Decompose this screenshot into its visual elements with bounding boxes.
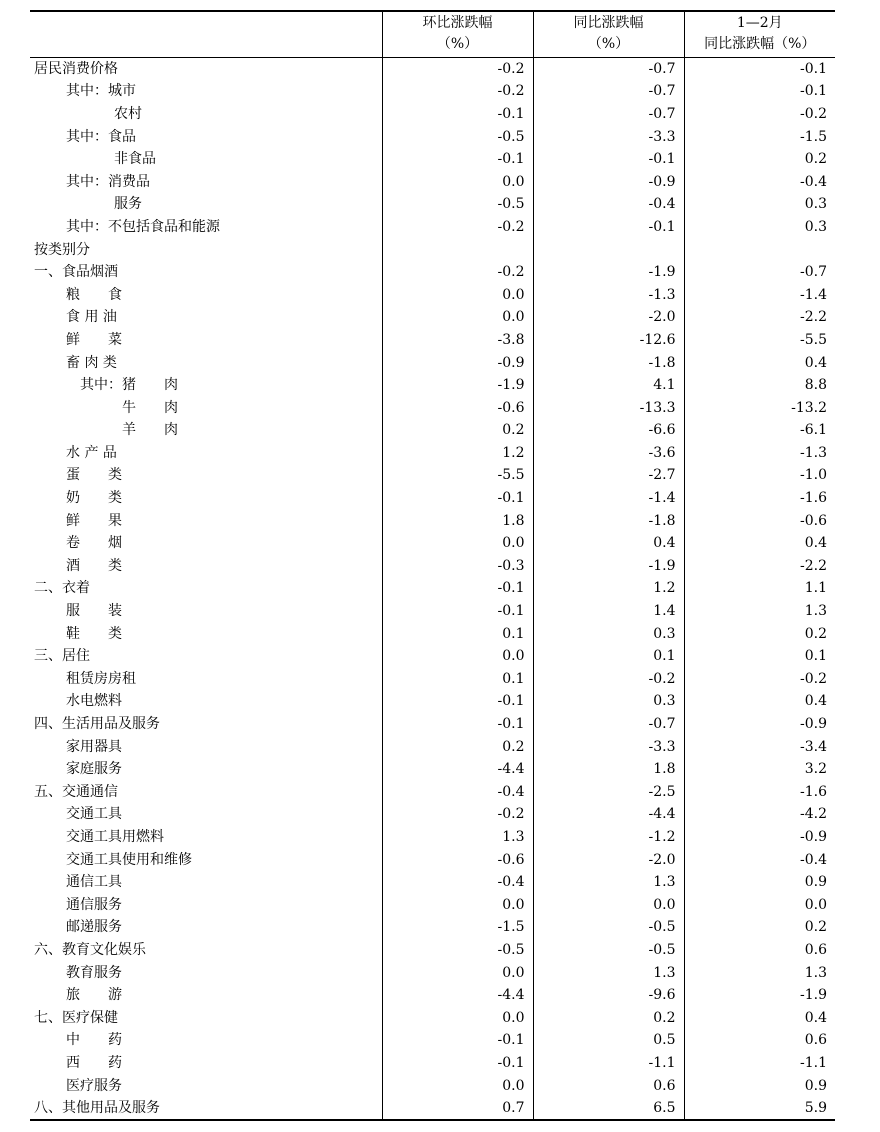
ytd-yoy-value: 0.4 (684, 690, 835, 713)
table-row (30, 261, 835, 284)
yoy-value: -9.6 (533, 984, 684, 1007)
row-label: 农村 (114, 105, 142, 122)
ytd-yoy-value: 0.3 (684, 216, 835, 239)
yoy-value: -0.5 (533, 939, 684, 962)
ytd-yoy-value: 1.3 (684, 600, 835, 623)
mom-value: 1.8 (382, 509, 533, 532)
row-label: 其中：不包括食品和能源 (66, 218, 220, 235)
table-row (30, 555, 835, 578)
mom-value: -0.1 (382, 1029, 533, 1052)
header-line: 同比涨跌幅（%） (704, 36, 816, 53)
ytd-yoy-value: 0.9 (684, 871, 835, 894)
ytd-yoy-value: 0.3 (684, 193, 835, 216)
mom-value: -0.2 (382, 803, 533, 826)
ytd-yoy-value: 0.4 (684, 532, 835, 555)
table-row (30, 984, 835, 1007)
row-label: 蛋 类 (66, 467, 122, 484)
table-row (30, 826, 835, 849)
row-label: 其中：消费品 (66, 173, 150, 190)
row-label: 鲜 果 (66, 512, 122, 529)
row-label: 交通工具使用和维修 (66, 851, 192, 868)
yoy-value: -1.9 (533, 555, 684, 578)
cpi-table (30, 10, 835, 1121)
row-label: 一、食品烟酒 (34, 264, 118, 281)
table-row (30, 351, 835, 374)
row-label: 水电燃料 (66, 693, 122, 710)
table-row (30, 577, 835, 600)
row-label: 非食品 (114, 151, 156, 168)
mom-value: -0.5 (382, 193, 533, 216)
yoy-value: -2.0 (533, 306, 684, 329)
yoy-value: -0.5 (533, 916, 684, 939)
cpi-table-container (30, 10, 835, 1121)
row-label: 六、教育文化娱乐 (34, 941, 146, 958)
ytd-yoy-value: -3.4 (684, 735, 835, 758)
ytd-yoy-value: -2.2 (684, 306, 835, 329)
mom-value: -0.1 (382, 690, 533, 713)
mom-value: 0.0 (382, 283, 533, 306)
mom-value: -1.9 (382, 374, 533, 397)
header-line: 环比涨跌幅 (422, 15, 493, 32)
ytd-yoy-value: -1.5 (684, 125, 835, 148)
ytd-yoy-value: -0.2 (684, 668, 835, 691)
row-label: 教育服务 (66, 964, 122, 981)
mom-value: 1.3 (382, 826, 533, 849)
yoy-value: -0.9 (533, 170, 684, 193)
mom-value: -0.9 (382, 351, 533, 374)
mom-value: -0.1 (382, 1052, 533, 1075)
mom-value: -0.2 (382, 261, 533, 284)
row-label: 畜 肉 类 (66, 354, 117, 371)
mom-value: -0.2 (382, 57, 533, 80)
row-label: 五、交通通信 (34, 783, 118, 800)
ytd-yoy-value: -1.6 (684, 487, 835, 510)
header-yoy (533, 11, 684, 57)
row-label: 租赁房房租 (66, 670, 136, 687)
table-row (30, 871, 835, 894)
table-row (30, 622, 835, 645)
row-label: 家庭服务 (66, 761, 122, 778)
yoy-value: -2.5 (533, 781, 684, 804)
mom-value: 0.1 (382, 622, 533, 645)
table-row (30, 939, 835, 962)
table-row (30, 600, 835, 623)
row-label: 鲜 菜 (66, 331, 122, 348)
mom-value: -0.4 (382, 781, 533, 804)
ytd-yoy-value: -0.2 (684, 103, 835, 126)
mom-value: 0.0 (382, 306, 533, 329)
row-label: 通信工具 (66, 874, 122, 891)
ytd-yoy-value: -0.7 (684, 261, 835, 284)
table-row (30, 80, 835, 103)
mom-value: -0.2 (382, 80, 533, 103)
table-row (30, 57, 835, 80)
mom-value: 0.0 (382, 170, 533, 193)
table-row (30, 758, 835, 781)
yoy-value: -0.1 (533, 148, 684, 171)
yoy-value: -1.2 (533, 826, 684, 849)
row-label: 粮 食 (66, 286, 122, 303)
ytd-yoy-value: -0.4 (684, 848, 835, 871)
table-row (30, 103, 835, 126)
yoy-value: 1.4 (533, 600, 684, 623)
ytd-yoy-value: -1.1 (684, 1052, 835, 1075)
mom-value: 0.0 (382, 893, 533, 916)
ytd-yoy-value: -1.9 (684, 984, 835, 1007)
yoy-value: -3.3 (533, 125, 684, 148)
row-label: 奶 类 (66, 490, 122, 507)
row-label: 家用器具 (66, 738, 122, 755)
yoy-value: -3.6 (533, 442, 684, 465)
ytd-yoy-value: 0.9 (684, 1074, 835, 1097)
yoy-value: 1.3 (533, 871, 684, 894)
table-row (30, 803, 835, 826)
yoy-value: 0.5 (533, 1029, 684, 1052)
yoy-value (533, 238, 684, 261)
row-label: 西 药 (66, 1054, 122, 1071)
mom-value (382, 238, 533, 261)
yoy-value: 1.8 (533, 758, 684, 781)
ytd-yoy-value: -1.4 (684, 283, 835, 306)
header-ytd-yoy (684, 11, 835, 57)
row-label: 通信服务 (66, 896, 122, 913)
table-row (30, 487, 835, 510)
ytd-yoy-value: 1.3 (684, 961, 835, 984)
table-row (30, 916, 835, 939)
ytd-yoy-value (684, 238, 835, 261)
row-label: 邮递服务 (66, 919, 122, 936)
ytd-yoy-value: -0.9 (684, 826, 835, 849)
mom-value: -0.1 (382, 487, 533, 510)
row-label: 其中：城市 (66, 83, 136, 100)
table-row (30, 464, 835, 487)
row-label: 服 装 (66, 603, 122, 620)
yoy-value: 0.6 (533, 1074, 684, 1097)
mom-value: -0.1 (382, 148, 533, 171)
yoy-value: 4.1 (533, 374, 684, 397)
ytd-yoy-value: 0.2 (684, 916, 835, 939)
yoy-value: -13.3 (533, 396, 684, 419)
ytd-yoy-value: 3.2 (684, 758, 835, 781)
table-row (30, 668, 835, 691)
header-line: 1—2月 (736, 15, 783, 32)
ytd-yoy-value: 0.2 (684, 148, 835, 171)
row-label: 水 产 品 (66, 444, 117, 461)
ytd-yoy-value: 0.6 (684, 939, 835, 962)
table-row (30, 781, 835, 804)
table-row (30, 1052, 835, 1075)
yoy-value: 0.4 (533, 532, 684, 555)
row-label: 中 药 (66, 1032, 122, 1049)
row-label: 交通工具 (66, 806, 122, 823)
yoy-value: -0.7 (533, 713, 684, 736)
table-row (30, 374, 835, 397)
header-line: （%） (587, 36, 630, 53)
ytd-yoy-value: -0.4 (684, 170, 835, 193)
ytd-yoy-value: 5.9 (684, 1097, 835, 1121)
row-label: 七、医疗保健 (34, 1009, 118, 1026)
ytd-yoy-value: -1.6 (684, 781, 835, 804)
yoy-value: -1.8 (533, 509, 684, 532)
table-body (30, 57, 835, 1120)
yoy-value: 1.3 (533, 961, 684, 984)
ytd-yoy-value: -0.9 (684, 713, 835, 736)
mom-value: -0.2 (382, 216, 533, 239)
mom-value: -0.1 (382, 103, 533, 126)
table-row (30, 125, 835, 148)
header-category (30, 11, 382, 57)
mom-value: 0.0 (382, 1006, 533, 1029)
table-row (30, 193, 835, 216)
ytd-yoy-value: 1.1 (684, 577, 835, 600)
row-label: 三、居住 (34, 648, 90, 665)
yoy-value: 0.1 (533, 645, 684, 668)
table-row (30, 419, 835, 442)
table-row (30, 148, 835, 171)
mom-value: -1.5 (382, 916, 533, 939)
mom-value: -4.4 (382, 758, 533, 781)
row-label: 酒 类 (66, 557, 122, 574)
yoy-value: 0.3 (533, 622, 684, 645)
yoy-value: -0.2 (533, 668, 684, 691)
table-row (30, 961, 835, 984)
table-row (30, 893, 835, 916)
yoy-value: -0.7 (533, 80, 684, 103)
yoy-value: 0.3 (533, 690, 684, 713)
ytd-yoy-value: 0.4 (684, 1006, 835, 1029)
yoy-value: -1.1 (533, 1052, 684, 1075)
yoy-value: -12.6 (533, 329, 684, 352)
row-label: 八、其他用品及服务 (30, 1097, 382, 1121)
table-header-row (30, 11, 835, 57)
mom-value: 0.0 (382, 532, 533, 555)
mom-value: -0.1 (382, 577, 533, 600)
row-label: 其中：猪 肉 (80, 377, 178, 394)
table-row (30, 329, 835, 352)
table-row (30, 283, 835, 306)
yoy-value: -3.3 (533, 735, 684, 758)
table-row (30, 1097, 835, 1121)
row-label: 按类别分 (34, 241, 90, 258)
yoy-value: -0.7 (533, 57, 684, 80)
mom-value: 0.1 (382, 668, 533, 691)
mom-value: 1.2 (382, 442, 533, 465)
row-label: 其中：食品 (66, 128, 136, 145)
ytd-yoy-value: -4.2 (684, 803, 835, 826)
ytd-yoy-value: -0.1 (684, 57, 835, 80)
ytd-yoy-value: 0.4 (684, 351, 835, 374)
table-row (30, 238, 835, 261)
mom-value: 0.2 (382, 419, 533, 442)
table-row (30, 713, 835, 736)
yoy-value: -1.8 (533, 351, 684, 374)
ytd-yoy-value: 0.1 (684, 645, 835, 668)
row-label: 服务 (114, 196, 142, 213)
yoy-value: -0.7 (533, 103, 684, 126)
header-mom (382, 11, 533, 57)
row-label: 牛 肉 (80, 399, 178, 416)
ytd-yoy-value: -0.6 (684, 509, 835, 532)
mom-value: -0.1 (382, 713, 533, 736)
header-line: 同比涨跌幅 (573, 15, 644, 32)
mom-value: -3.8 (382, 329, 533, 352)
ytd-yoy-value: -0.1 (684, 80, 835, 103)
row-label: 医疗服务 (66, 1077, 122, 1094)
ytd-yoy-value: 0.2 (684, 622, 835, 645)
mom-value: -0.5 (382, 125, 533, 148)
yoy-value: -6.6 (533, 419, 684, 442)
table-row (30, 1074, 835, 1097)
table-row (30, 306, 835, 329)
table-row (30, 690, 835, 713)
table-row (30, 396, 835, 419)
ytd-yoy-value: 0.6 (684, 1029, 835, 1052)
ytd-yoy-value: -6.1 (684, 419, 835, 442)
yoy-value: 0.0 (533, 893, 684, 916)
ytd-yoy-value: -1.0 (684, 464, 835, 487)
yoy-value: -1.4 (533, 487, 684, 510)
yoy-value: -2.0 (533, 848, 684, 871)
row-label: 羊 肉 (80, 422, 178, 439)
mom-value: -5.5 (382, 464, 533, 487)
table-row (30, 442, 835, 465)
mom-value: -0.4 (382, 871, 533, 894)
table-row (30, 848, 835, 871)
ytd-yoy-value: 0.0 (684, 893, 835, 916)
table-row (30, 1006, 835, 1029)
yoy-value: -1.3 (533, 283, 684, 306)
yoy-value: 6.5 (533, 1097, 684, 1121)
table-row (30, 1029, 835, 1052)
table-row (30, 509, 835, 532)
mom-value: 0.2 (382, 735, 533, 758)
mom-value: -0.1 (382, 600, 533, 623)
row-label: 居民消费价格 (34, 60, 118, 77)
mom-value: -0.5 (382, 939, 533, 962)
yoy-value: -4.4 (533, 803, 684, 826)
yoy-value: -2.7 (533, 464, 684, 487)
row-label: 二、衣着 (34, 580, 90, 597)
mom-value: -0.3 (382, 555, 533, 578)
row-label: 鞋 类 (66, 625, 122, 642)
mom-value: -0.6 (382, 848, 533, 871)
ytd-yoy-value: -13.2 (684, 396, 835, 419)
yoy-value: -1.9 (533, 261, 684, 284)
row-label: 食 用 油 (66, 309, 117, 326)
row-label: 交通工具用燃料 (66, 828, 164, 845)
ytd-yoy-value: -1.3 (684, 442, 835, 465)
yoy-value: 1.2 (533, 577, 684, 600)
table-row (30, 532, 835, 555)
yoy-value: -0.4 (533, 193, 684, 216)
mom-value: 0.7 (382, 1097, 533, 1121)
table-row (30, 170, 835, 193)
ytd-yoy-value: -2.2 (684, 555, 835, 578)
table-row (30, 735, 835, 758)
yoy-value: -0.1 (533, 216, 684, 239)
table-row (30, 216, 835, 239)
row-label: 四、生活用品及服务 (34, 716, 160, 733)
row-label: 卷 烟 (66, 535, 122, 552)
ytd-yoy-value: -5.5 (684, 329, 835, 352)
row-label: 旅 游 (66, 987, 122, 1004)
table-row (30, 645, 835, 668)
mom-value: 0.0 (382, 645, 533, 668)
mom-value: -4.4 (382, 984, 533, 1007)
mom-value: -0.6 (382, 396, 533, 419)
mom-value: 0.0 (382, 961, 533, 984)
yoy-value: 0.2 (533, 1006, 684, 1029)
ytd-yoy-value: 8.8 (684, 374, 835, 397)
header-line: （%） (436, 36, 479, 53)
mom-value: 0.0 (382, 1074, 533, 1097)
